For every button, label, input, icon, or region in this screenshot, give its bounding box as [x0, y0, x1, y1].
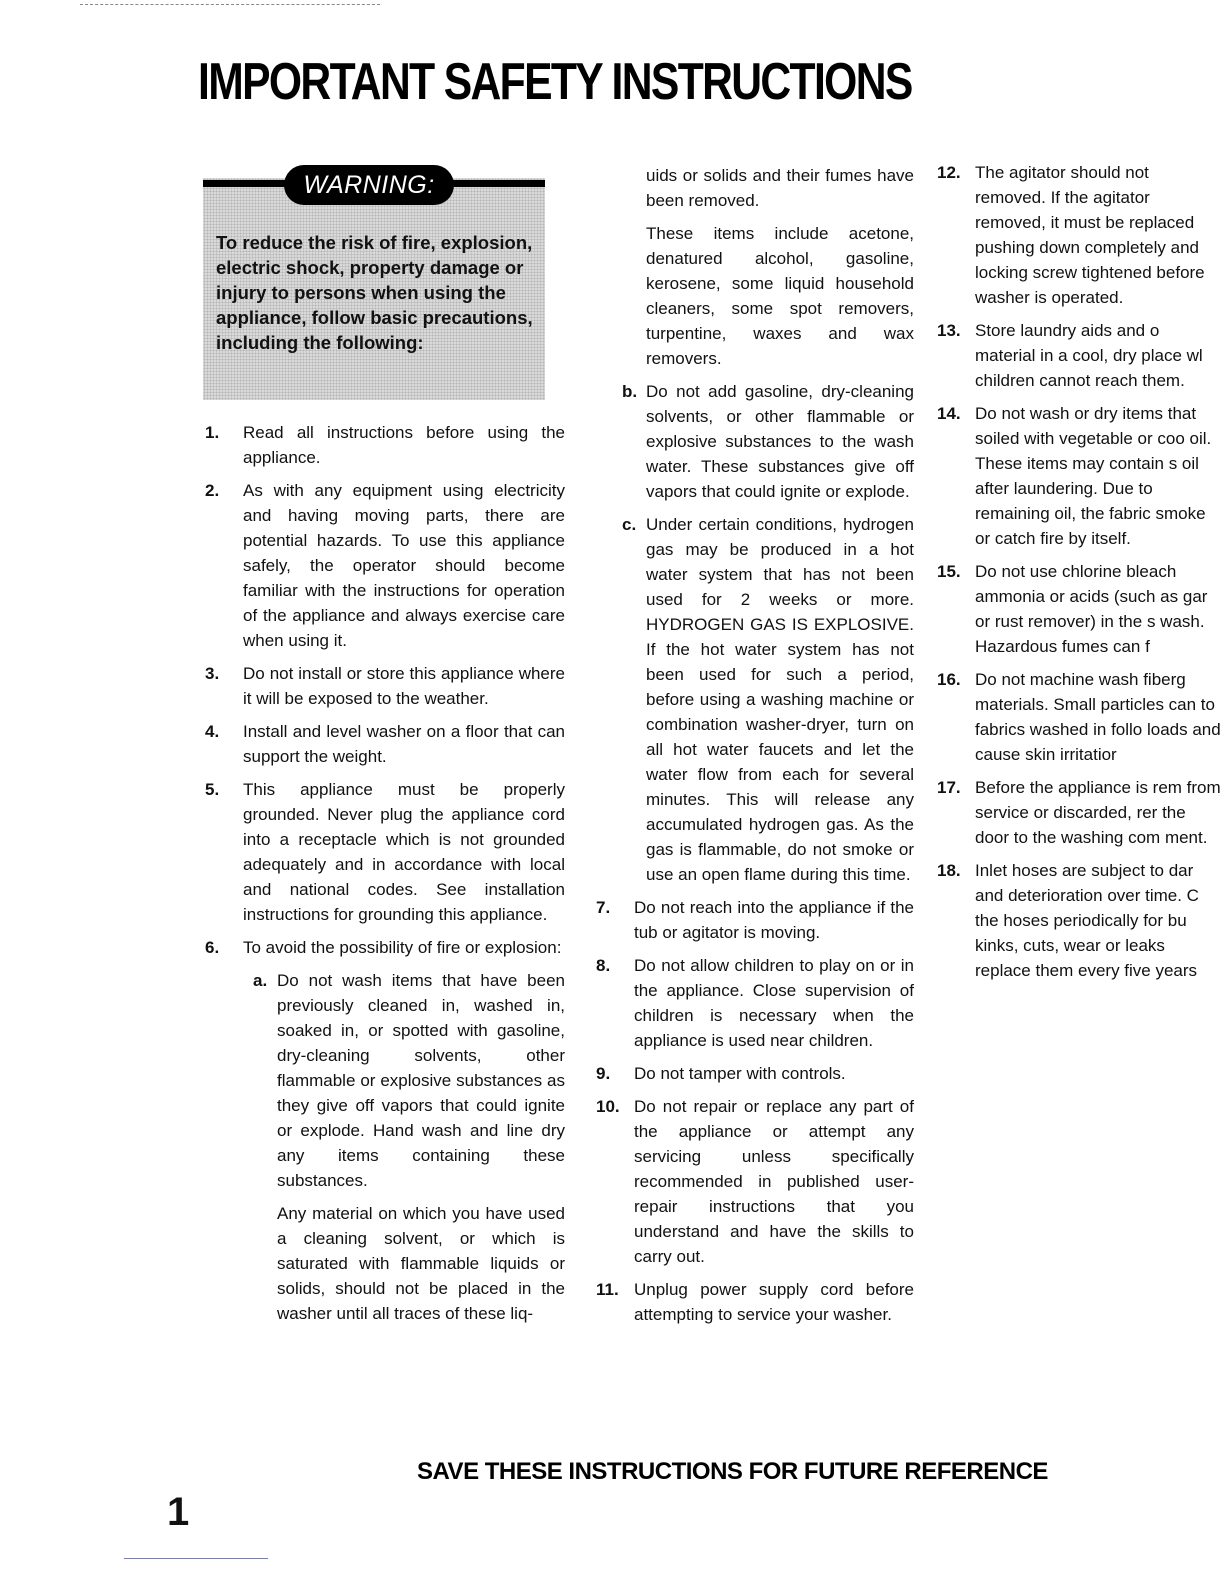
item-text: As with any equipment using electricity and having moving parts, there are potential hazards. To use this appliance safely, the operator should become familiar with the instructions for operation of the appliance and always exercise care when using it.: [243, 481, 565, 650]
list-item: [596, 1061, 914, 1086]
item-number: 4.: [205, 722, 220, 741]
list-item: [937, 775, 1224, 850]
item-number: 16.: [937, 670, 961, 689]
item-text: Do not wash or dry items that soiled with vegetable or coo oil. These items may contain s oil after laundering. Due to remaining oil, the fabric smoke or catch fire by itself.: [975, 404, 1212, 548]
item-text: Do not machine wash fiberg materials. Small particles can to fabrics washed in follo loads and cause skin irritatior: [975, 670, 1221, 764]
item-number: 12.: [937, 163, 961, 182]
paragraph: These items include acetone, denatured alcohol, gasoline, kerosene, some liquid household cleaners, some spot removers, turpentine, waxes and wax removers.: [646, 224, 914, 368]
footer-note: SAVE THESE INSTRUCTIONS FOR FUTURE REFERENCE: [417, 1458, 1048, 1485]
list-item: [596, 895, 914, 945]
list-item: [205, 719, 565, 769]
item-number: 15.: [937, 562, 961, 581]
page-title: IMPORTANT SAFETY INSTRUCTIONS: [198, 53, 912, 111]
list-item: [596, 1277, 914, 1327]
item-text: To avoid the possibility of fire or explosion:: [243, 938, 562, 957]
list-item: [937, 160, 1224, 310]
item-number: 11.: [596, 1280, 619, 1299]
item-text: Store laundry aids and o material in a cool, dry place wl children cannot reach them.: [975, 321, 1203, 390]
item-number: 13.: [937, 321, 961, 340]
list-item: [937, 667, 1224, 767]
item-text: This appliance must be properly grounded. Never plug the appliance cord into a receptacle which is not grounded adequately and in accordance with local and national codes. See installation instructions for grounding this appliance.: [243, 780, 565, 924]
sub-item: [622, 512, 914, 887]
item-number: 2.: [205, 481, 220, 500]
warning-text: To reduce the risk of fire, explosion, electric shock, property damage or injury to persons when using the appliance, follow basic precautions, including the following:: [216, 232, 533, 353]
sub-item-text: Under certain conditions, hydrogen gas may be produced in a hot water system that has not been used for 2 weeks or more. HYDROGEN GAS IS EXPLOSIVE. If the hot water system has not been used for such a period, before using a washing machine or combination washer-dryer, turn on all hot water faucets and let the water flow from each for several minutes. This will release any accumulated hydrogen gas. As the gas is flammable, do not smoke or use an open flame during this time.: [646, 515, 914, 884]
list-item: [937, 318, 1224, 393]
item-text: Inlet hoses are subject to dar and deterioration over time. C the hoses periodically for bu kinks, cuts, wear or leaks replace them every five years: [975, 861, 1199, 980]
list-item: [205, 661, 565, 711]
column-2: [596, 163, 914, 1335]
list-item: [596, 1094, 914, 1269]
item-number: 18.: [937, 861, 961, 880]
scan-artifact-line: [80, 4, 380, 6]
paragraph: Any material on which you have used a cleaning solvent, or which is saturated with flammable liquids or solids, should not be placed in the washer until all traces of these liq-: [277, 1204, 565, 1323]
list-item: [205, 935, 565, 960]
sub-item-letter: c.: [622, 515, 637, 534]
item-number: 10.: [596, 1097, 620, 1116]
warning-label: WARNING:: [284, 165, 454, 205]
sub-item-letter: b.: [622, 382, 638, 401]
list-item: [937, 858, 1224, 983]
sub-item-text: Do not wash items that have been previously cleaned in, washed in, soaked in, or spotted with gasoline, dry-cleaning solvents, other flammable or explosive substances as they give off vapors that could ignite or explode. Hand wash and line dry any items containing these substances.: [277, 971, 565, 1190]
item-text: Do not reach into the appliance if the tub or agitator is moving.: [634, 898, 914, 942]
sub-item: [253, 968, 565, 1193]
item-number: 8.: [596, 956, 611, 975]
bottom-rule: [124, 1558, 268, 1559]
column-3: [937, 160, 1224, 991]
item-number: 14.: [937, 404, 961, 423]
item-number: 6.: [205, 938, 220, 957]
list-item: [596, 953, 914, 1053]
item-number: 7.: [596, 898, 611, 917]
list-item: [937, 401, 1224, 551]
item-text: Do not install or store this appliance where it will be exposed to the weather.: [243, 664, 565, 708]
item-text: Read all instructions before using the appliance.: [243, 423, 565, 467]
item-text: Do not allow children to play on or in the appliance. Close supervision of children is necessary when the appliance is used near children.: [634, 956, 914, 1050]
item-text: Install and level washer on a floor that can support the weight.: [243, 722, 565, 766]
list-item: [205, 777, 565, 927]
list-item: [205, 420, 565, 470]
item-text: Before the appliance is rem from service or discarded, rer the door to the washing com ment.: [975, 778, 1221, 847]
item-text: Do not repair or replace any part of the appliance or attempt any servicing unless specifically recommended in published user-repair instructions that you understand and have the skills to carry out.: [634, 1097, 914, 1266]
item-number: 3.: [205, 664, 220, 683]
item-text: The agitator should not removed. If the agitator removed, it must be replaced pushing down completely and locking screw tightened before washer is operated.: [975, 163, 1205, 307]
item-number: 1.: [205, 423, 220, 442]
sub-item: [622, 379, 914, 504]
page-number: 1: [167, 1490, 190, 1534]
item-number: 5.: [205, 780, 220, 799]
list-item: [937, 559, 1224, 659]
item-number: 9.: [596, 1064, 611, 1083]
item-text: Unplug power supply cord before attempting to service your washer.: [634, 1280, 914, 1324]
sub-item-letter: a.: [253, 971, 268, 990]
list-item: [205, 478, 565, 653]
sub-item-text: Do not add gasoline, dry-cleaning solvents, or other flammable or explosive substances to the wash water. These substances give off vapors that could ignite or explode.: [646, 382, 914, 501]
column-1: [205, 420, 565, 1334]
item-text: Do not use chlorine bleach ammonia or acids (such as gar or rust remover) in the s wash. Hazardous fumes can f: [975, 562, 1208, 656]
item-number: 17.: [937, 778, 961, 797]
paragraph: uids or solids and their fumes have been removed.: [646, 166, 914, 210]
item-text: Do not tamper with controls.: [634, 1064, 846, 1083]
